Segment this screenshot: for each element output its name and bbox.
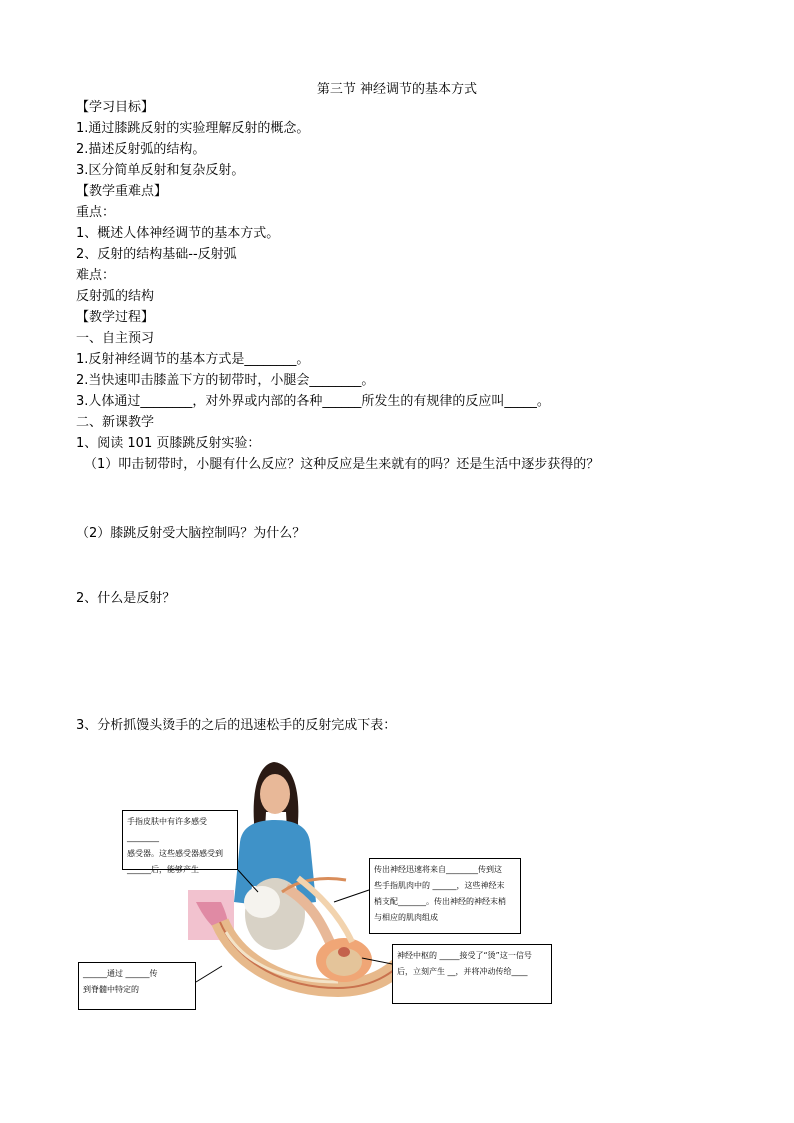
key-point-2: 2、反射的结构基础--反射弧 — [76, 247, 237, 262]
callout-text: 传出神经迅速将来自________传到这 — [374, 865, 502, 874]
objective-1: 1.通过膝跳反射的实验理解反射的概念。 — [76, 121, 310, 136]
page-title: 第三节 神经调节的基本方式 — [316, 82, 478, 97]
callout-receptor — [122, 810, 238, 874]
preview-q2: 2.当快速叩击膝盖下方的韧带时，小腿会________。 — [76, 373, 375, 388]
key-point-1: 1、概述人体神经调节的基本方式。 — [76, 226, 280, 241]
heading-preview: 一、自主预习 — [76, 331, 155, 346]
callout-text: ______后，能够产生 — [127, 865, 199, 874]
lesson-item-3: 3、分析抓馒头烫手的之后的迅速松手的反射完成下表： — [76, 718, 397, 733]
lesson-q2: （2）膝跳反射受大脑控制吗？为什么？ — [76, 526, 306, 541]
callout-afferent — [78, 962, 196, 1010]
callout-text: 与相应的肌肉组成 — [374, 913, 438, 922]
objective-2: 2.描述反射弧的结构。 — [76, 142, 206, 157]
callout-text: 些手指肌肉中的 ______，这些神经末 — [374, 881, 505, 890]
heading-objectives: 【学习目标】 — [76, 100, 155, 115]
heading-new-lesson: 二、新课教学 — [76, 415, 155, 430]
callout-center — [392, 944, 552, 1004]
lesson-item-1: 1、阅读 101 页膝跳反射实验： — [76, 436, 261, 451]
difficulty-1: 反射弧的结构 — [76, 289, 155, 304]
document-body — [76, 97, 716, 736]
label-key-point: 重点： — [76, 205, 116, 220]
heading-process: 【教学过程】 — [76, 310, 155, 325]
callout-text: 后，立刻产生 __，并将冲动传给____ — [397, 967, 528, 976]
heading-key-points: 【教学重难点】 — [76, 184, 168, 199]
callout-efferent — [369, 858, 521, 934]
label-difficulty: 难点： — [76, 268, 116, 283]
callout-text: 到脊髓中特定的 — [83, 985, 139, 994]
callout-text: 感受器。这些感受器感受到 — [127, 849, 223, 858]
callout-text: 手指皮肤中有许多感受________ — [127, 817, 207, 842]
callout-text: 神经中枢的 _____接受了“烫”这一信号 — [397, 951, 532, 960]
reflex-arc-figure — [76, 752, 556, 1012]
lesson-item-2: 2、什么是反射？ — [76, 591, 176, 606]
preview-q1: 1.反射神经调节的基本方式是________。 — [76, 352, 310, 367]
callout-text: ______通过 ______传 — [83, 969, 158, 978]
preview-q3: 3.人体通过________，对外界或内部的各种______所发生的有规律的反应叫_____。 — [76, 394, 550, 409]
lesson-q1: （1）叩击韧带时，小腿有什么反应？这种反应是生来就有的吗？还是生活中逐步获得的？ — [84, 457, 600, 472]
objective-3: 3.区分简单反射和复杂反射。 — [76, 163, 245, 178]
callout-text: 梢支配_______。传出神经的神经末梢 — [374, 897, 506, 906]
